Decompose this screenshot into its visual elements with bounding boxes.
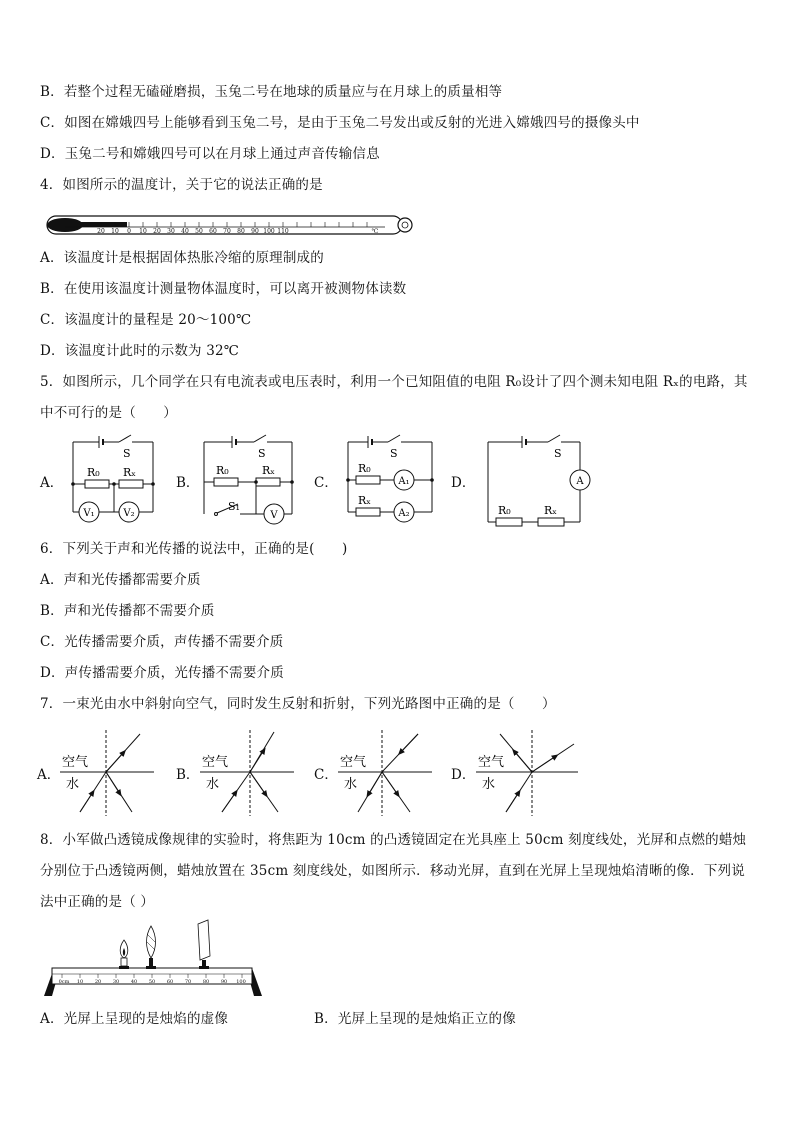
q8-option-a: A．光屏上呈现的是烛焰的虚像 bbox=[40, 1011, 229, 1027]
q4-option-a: A．该温度计是根据固体热胀冷缩的原理制成的 bbox=[40, 250, 324, 266]
svg-text:R₀: R₀ bbox=[87, 466, 100, 479]
svg-text:R₀: R₀ bbox=[498, 504, 511, 517]
svg-text:V₂: V₂ bbox=[123, 508, 135, 519]
q4-option-b: B．在使用该温度计测量物体温度时，可以离开被测物体读数 bbox=[40, 281, 407, 297]
q5-label-a: A． bbox=[40, 475, 64, 491]
svg-text:90: 90 bbox=[220, 979, 228, 985]
svg-text:40: 40 bbox=[130, 979, 138, 985]
svg-text:空气: 空气 bbox=[62, 755, 89, 770]
svg-text:R₀: R₀ bbox=[358, 462, 371, 475]
q6-stem: 6．下列关于声和光传播的说法中，正确的是( ) bbox=[40, 541, 348, 557]
svg-text:90: 90 bbox=[251, 228, 259, 235]
svg-text:30: 30 bbox=[112, 979, 120, 985]
svg-text:80: 80 bbox=[237, 228, 245, 235]
svg-text:A: A bbox=[576, 476, 584, 487]
svg-text:0: 0 bbox=[127, 228, 131, 235]
q4-option-d: D．该温度计此时的示数为 32℃ bbox=[40, 343, 240, 359]
svg-text:20: 20 bbox=[94, 979, 102, 985]
q4-stem: 4．如图所示的温度计，关于它的说法正确的是 bbox=[40, 177, 323, 193]
circuit-c bbox=[340, 432, 440, 532]
thermometer-figure bbox=[45, 208, 415, 242]
light-diagram-a bbox=[58, 728, 158, 818]
q7-label-b: B． bbox=[176, 767, 200, 783]
svg-text:R₀: R₀ bbox=[216, 464, 229, 477]
svg-text:30: 30 bbox=[167, 228, 175, 235]
svg-text:空气: 空气 bbox=[478, 755, 505, 770]
convex-lens bbox=[146, 926, 156, 969]
svg-text:Rₓ: Rₓ bbox=[123, 466, 136, 479]
svg-text:Rₓ: Rₓ bbox=[262, 464, 275, 477]
svg-text:空气: 空气 bbox=[202, 755, 229, 770]
optical-bench-figure bbox=[40, 918, 265, 998]
light-diagram-d bbox=[474, 728, 584, 818]
q5-stem-line1: 5．如图所示，几个同学在只有电流表或电压表时，利用一个已知阻值的电阻 R₀设计了四个测未知电阻 Rₓ的电路，其 bbox=[40, 374, 748, 390]
svg-text:110: 110 bbox=[277, 228, 289, 235]
svg-text:80: 80 bbox=[202, 979, 210, 985]
q7-stem: 7．一束光由水中斜射向空气，同时发生反射和折射，下列光路图中正确的是（ ） bbox=[40, 696, 556, 712]
svg-text:Rₓ: Rₓ bbox=[544, 504, 557, 517]
svg-text:40: 40 bbox=[181, 228, 189, 235]
q4-option-c: C．该温度计的量程是 20～100℃ bbox=[40, 312, 252, 328]
q5-stem-line2: 中不可行的是（ ） bbox=[40, 405, 177, 421]
q5-label-b: B． bbox=[176, 475, 200, 491]
svg-text:空气: 空气 bbox=[340, 755, 367, 770]
svg-text:70: 70 bbox=[184, 979, 192, 985]
svg-text:S₁: S₁ bbox=[228, 500, 240, 513]
q8-stem: 8．小军做凸透镜成像规律的实验时，将焦距为 10cm 的凸透镜固定在光具座上 50cm 刻度线处，光屏和点燃的蜡烛分别位于凸透镜两侧，蜡烛放置在 35cm 刻度线处，如图所示．移动光屏，直到在光屏上呈现烛焰清晰的像．下列说法中正确的是（ ） bbox=[40, 832, 747, 910]
svg-text:S: S bbox=[554, 447, 562, 460]
svg-text:10: 10 bbox=[111, 228, 119, 235]
svg-text:V: V bbox=[270, 510, 278, 521]
svg-text:10: 10 bbox=[139, 228, 147, 235]
q3-option-c: C．如图在嫦娥四号上能够看到玉兔二号，是由于玉兔二号发出或反射的光进入嫦娥四号的摄像头中 bbox=[40, 115, 640, 131]
light-diagram-b bbox=[198, 728, 298, 818]
svg-text:A₁: A₁ bbox=[398, 476, 410, 487]
q5-label-d: D． bbox=[451, 475, 476, 491]
svg-text:0cm: 0cm bbox=[58, 979, 70, 985]
svg-text:100: 100 bbox=[236, 979, 246, 985]
q3-option-d: D．玉兔二号和嫦娥四号可以在月球上通过声音传输信息 bbox=[40, 146, 380, 162]
svg-text:水: 水 bbox=[482, 777, 496, 792]
circuit-a bbox=[65, 432, 160, 532]
q5-label-c: C． bbox=[314, 475, 338, 491]
light-screen bbox=[198, 920, 210, 969]
svg-text:水: 水 bbox=[66, 777, 80, 792]
circuit-d bbox=[482, 432, 594, 532]
svg-text:50: 50 bbox=[148, 979, 156, 985]
svg-text:20: 20 bbox=[153, 228, 161, 235]
q6-option-a: A．声和光传播都需要介质 bbox=[40, 572, 201, 588]
svg-text:V₁: V₁ bbox=[83, 508, 95, 519]
q7-label-a: A． bbox=[37, 767, 61, 783]
q6-option-c: C．光传播需要介质，声传播不需要介质 bbox=[40, 634, 284, 650]
q8-option-b: B．光屏上呈现的是烛焰正立的像 bbox=[314, 1011, 516, 1027]
svg-text:100: 100 bbox=[263, 228, 275, 235]
svg-text:Rₓ: Rₓ bbox=[358, 494, 371, 507]
svg-text:10: 10 bbox=[76, 979, 84, 985]
svg-text:S: S bbox=[258, 447, 266, 460]
q6-option-b: B．声和光传播都不需要介质 bbox=[40, 603, 215, 619]
q7-label-c: C． bbox=[314, 767, 338, 783]
svg-text:水: 水 bbox=[344, 777, 358, 792]
q7-label-d: D． bbox=[451, 767, 476, 783]
svg-text:水: 水 bbox=[206, 777, 220, 792]
light-diagram-c bbox=[336, 728, 436, 818]
circuit-b bbox=[198, 432, 298, 532]
svg-text:20: 20 bbox=[97, 228, 105, 235]
candle bbox=[119, 940, 129, 969]
svg-text:A₂: A₂ bbox=[398, 508, 410, 519]
svg-text:50: 50 bbox=[195, 228, 203, 235]
svg-text:S: S bbox=[123, 447, 131, 460]
svg-text:℃: ℃ bbox=[371, 228, 379, 235]
svg-text:S: S bbox=[390, 447, 398, 460]
svg-text:60: 60 bbox=[209, 228, 217, 235]
svg-text:70: 70 bbox=[223, 228, 231, 235]
q6-option-d: D．声传播需要介质，光传播不需要介质 bbox=[40, 665, 284, 681]
q3-option-b: B．若整个过程无磕碰磨损，玉兔二号在地球的质量应与在月球上的质量相等 bbox=[40, 84, 503, 100]
svg-text:60: 60 bbox=[166, 979, 174, 985]
